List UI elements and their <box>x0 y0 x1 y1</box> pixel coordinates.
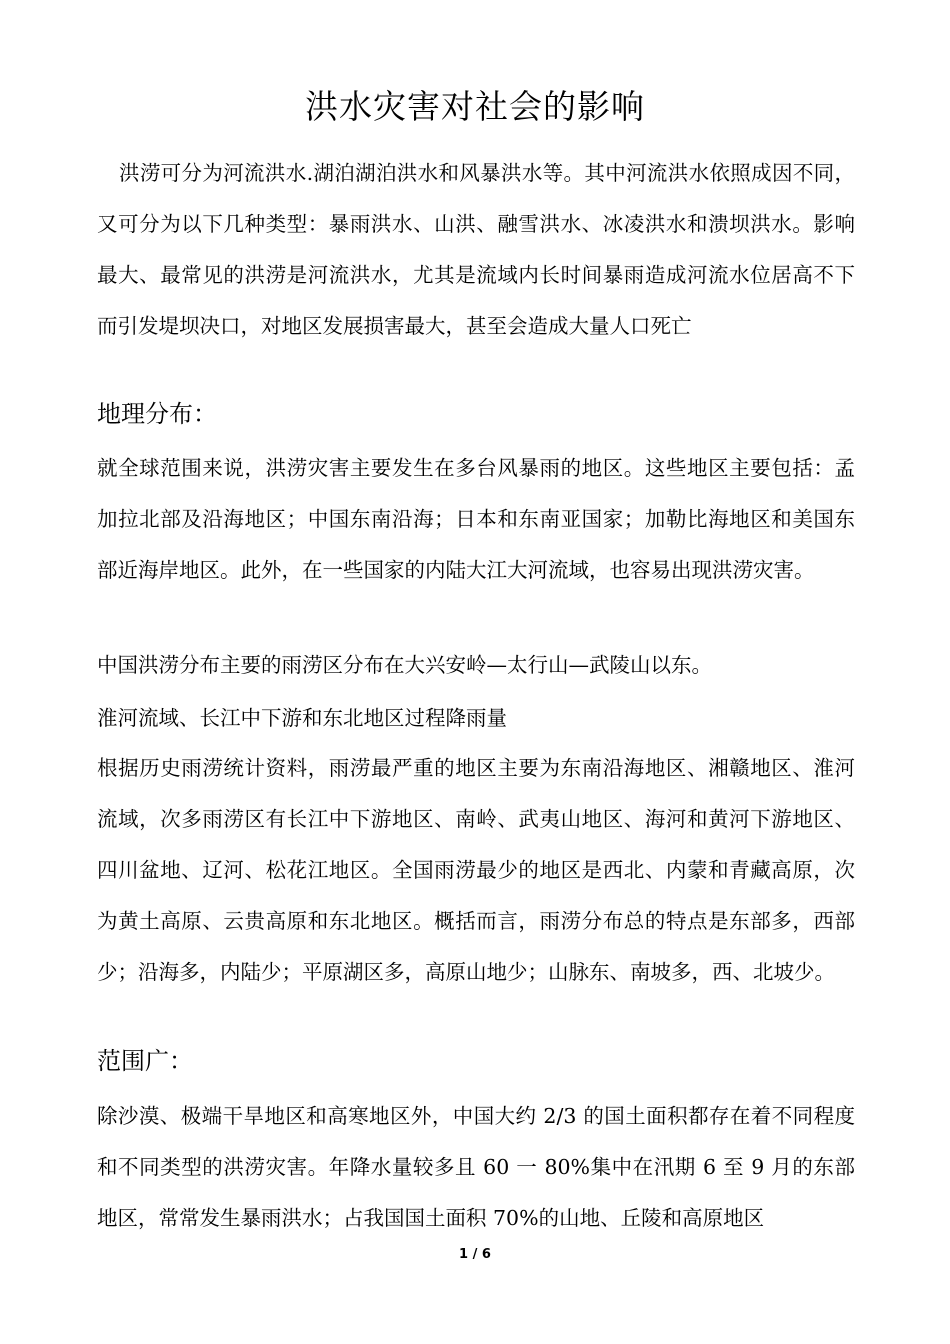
section-heading-range: 范围广： <box>97 1047 193 1075</box>
geography-paragraph-rainfall: 淮河流域、长江中下游和东北地区过程降雨量 <box>97 706 507 730</box>
section-heading-geography: 地理分布： <box>97 400 217 428</box>
range-paragraph: 除沙漠、极端干旱地区和高寒地区外，中国大约 2/3 的国土面积都存在着不同程度和不同类型的洪涝灾害。年降水量较多且 60 一 80%集中在汛期 6 至 9 月的东部地区，常常发生暴雨洪水；占我国国土面积 70%的山地、丘陵和高原地区 <box>97 1104 855 1230</box>
geography-paragraph-china-distribution: 中国洪涝分布主要的雨涝区分布在大兴安岭—太行山—武陵山以东。 <box>97 653 712 677</box>
geography-paragraph-historical: 根据历史雨涝统计资料，雨涝最严重的地区主要为东南沿海地区、湘赣地区、淮河流域，次多雨涝区有长江中下游地区、南岭、武夷山地区、海河和黄河下游地区、四川盆地、辽河、松花江地区。全国雨涝最少的地区是西北、内蒙和青藏高原，次为黄土高原、云贵高原和东北地区。概括而言，雨涝分布总的特点是东部多，西部少；沿海多，内陆少；平原湖区多，高原山地少；山脉东、南坡多，西、北坡少。 <box>97 756 855 984</box>
document-title: 洪水灾害对社会的影响 <box>305 87 645 126</box>
intro-paragraph: 洪涝可分为河流洪水.湖泊湖泊洪水和风暴洪水等。其中河流洪水依照成因不同，又可分为以下几种类型：暴雨洪水、山洪、融雪洪水、冰凌洪水和溃坝洪水。影响最大、最常见的洪涝是河流洪水，尤其是流域内长时间暴雨造成河流水位居高不下而引发堤坝决口，对地区发展损害最大，甚至会造成大量人口死亡 <box>97 161 855 338</box>
geography-paragraph-global: 就全球范围来说，洪涝灾害主要发生在多台风暴雨的地区。这些地区主要包括：孟加拉北部及沿海地区；中国东南沿海；日本和东南亚国家；加勒比海地区和美国东部近海岸地区。此外，在一些国家的内陆大江大河流域，也容易出现洪涝灾害。 <box>97 456 855 582</box>
page-indicator: 1 / 6 <box>459 1247 491 1262</box>
